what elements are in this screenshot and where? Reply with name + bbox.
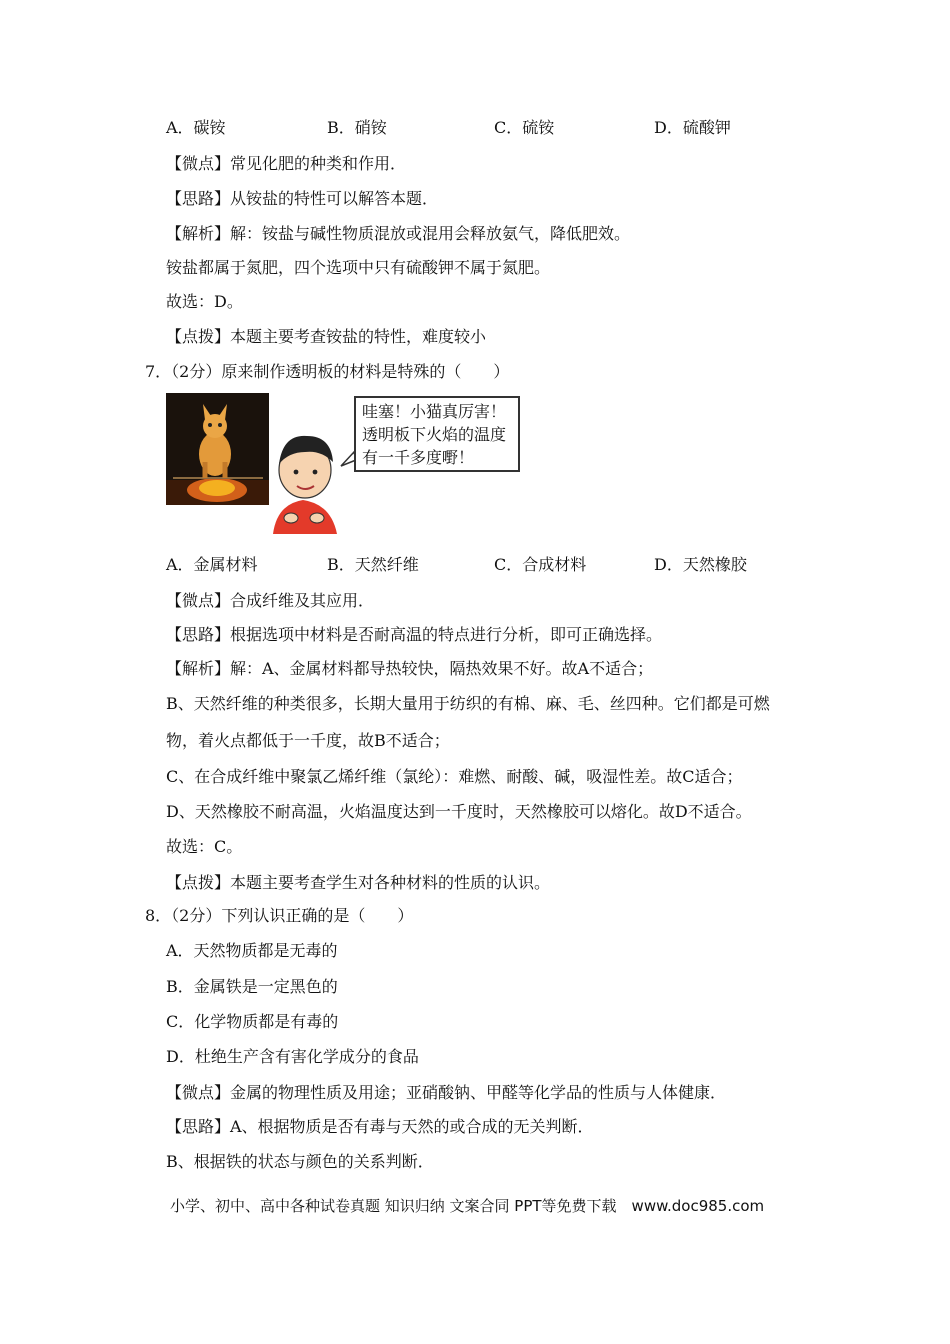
speech-line-3: 有一千多度嘢！ [362, 448, 475, 467]
q7-analysis-4: C、在合成纤维中聚氯乙烯纤维（氯纶）：难燃、耐酸、碱，吸湿性差。故C适合； [166, 767, 743, 786]
q7-option-a: A．金属材料 [166, 555, 258, 574]
q8-option-b: B．金属铁是一定黑色的 [166, 977, 338, 996]
q8-option-c: C．化学物质都是有毒的 [166, 1012, 339, 1031]
q6-answer: 故选：D。 [166, 292, 243, 311]
q7-analysis-5: D、天然橡胶不耐高温，火焰温度达到一千度时，天然橡胶可以熔化。故D不适合。 [166, 802, 752, 821]
q6-approach: 【思路】从铵盐的特性可以解答本题． [166, 189, 439, 208]
q7-option-b: B．天然纤维 [327, 555, 419, 574]
speech-line-2: 透明板下火焰的温度 [362, 425, 507, 444]
q6-option-c: C．硫铵 [494, 118, 555, 137]
q8-point: 【微点】金属的物理性质及用途；亚硝酸钠、甲醛等化学品的性质与人体健康． [166, 1083, 727, 1102]
q7-answer: 故选：C。 [166, 837, 243, 856]
q8-option-d: D．杜绝生产含有害化学成分的食品 [166, 1047, 419, 1066]
q7-comment: 【点拨】本题主要考查学生对各种材料的性质的认识。 [166, 873, 551, 892]
q8-analysis-b: B、根据铁的状态与颜色的关系判断． [166, 1152, 434, 1171]
q6-option-a: A．碳铵 [166, 118, 226, 137]
q7-analysis-3: 物，着火点都低于一千度，故B不适合； [166, 731, 450, 750]
q8-stem: 8．（2分）下列认识正确的是（ ） [145, 906, 414, 925]
q7-analysis-2: B、天然纤维的种类很多，长期大量用于纺织的有棉、麻、毛、丝四种。它们都是可燃 [166, 694, 770, 713]
q8-option-a: A．天然物质都是无毒的 [166, 941, 338, 960]
q7-option-d: D．天然橡胶 [654, 555, 747, 574]
q7-stem: 7．（2分）原来制作透明板的材料是特殊的（ ） [145, 362, 510, 381]
q7-approach: 【思路】根据选项中材料是否耐高温的特点进行分析，即可正确选择。 [166, 625, 663, 644]
speech-line-1: 哇塞！小猫真厉害！ [362, 402, 507, 421]
page-footer: 小学、初中、高中各种试卷真题 知识归纳 文案合同 PPT等免费下载 www.doc985.com [170, 1197, 765, 1215]
q7-point: 【微点】合成纤维及其应用． [166, 591, 375, 610]
cartoon-boy [273, 436, 337, 534]
q7-option-c: C．合成材料 [494, 555, 587, 574]
q6-comment: 【点拨】本题主要考查铵盐的特性，难度较小 [166, 327, 487, 346]
speech-bubble [354, 396, 520, 472]
q6-option-b: B．硝铵 [327, 118, 387, 137]
q6-point: 【微点】常见化肥的种类和作用． [166, 154, 407, 173]
q7-analysis-1: 【解析】解：A、金属材料都导热较快，隔热效果不好。故A不适合； [166, 659, 654, 678]
q6-option-d: D．硫酸钾 [654, 118, 731, 137]
q6-analysis-2: 铵盐都属于氮肥，四个选项中只有硫酸钾不属于氮肥。 [166, 258, 551, 277]
cat-photo [166, 393, 269, 505]
q6-analysis-1: 【解析】解：铵盐与碱性物质混放或混用会释放氨气，降低肥效。 [166, 224, 631, 243]
q8-approach: 【思路】A、根据物质是否有毒与天然的或合成的无关判断． [166, 1117, 594, 1136]
